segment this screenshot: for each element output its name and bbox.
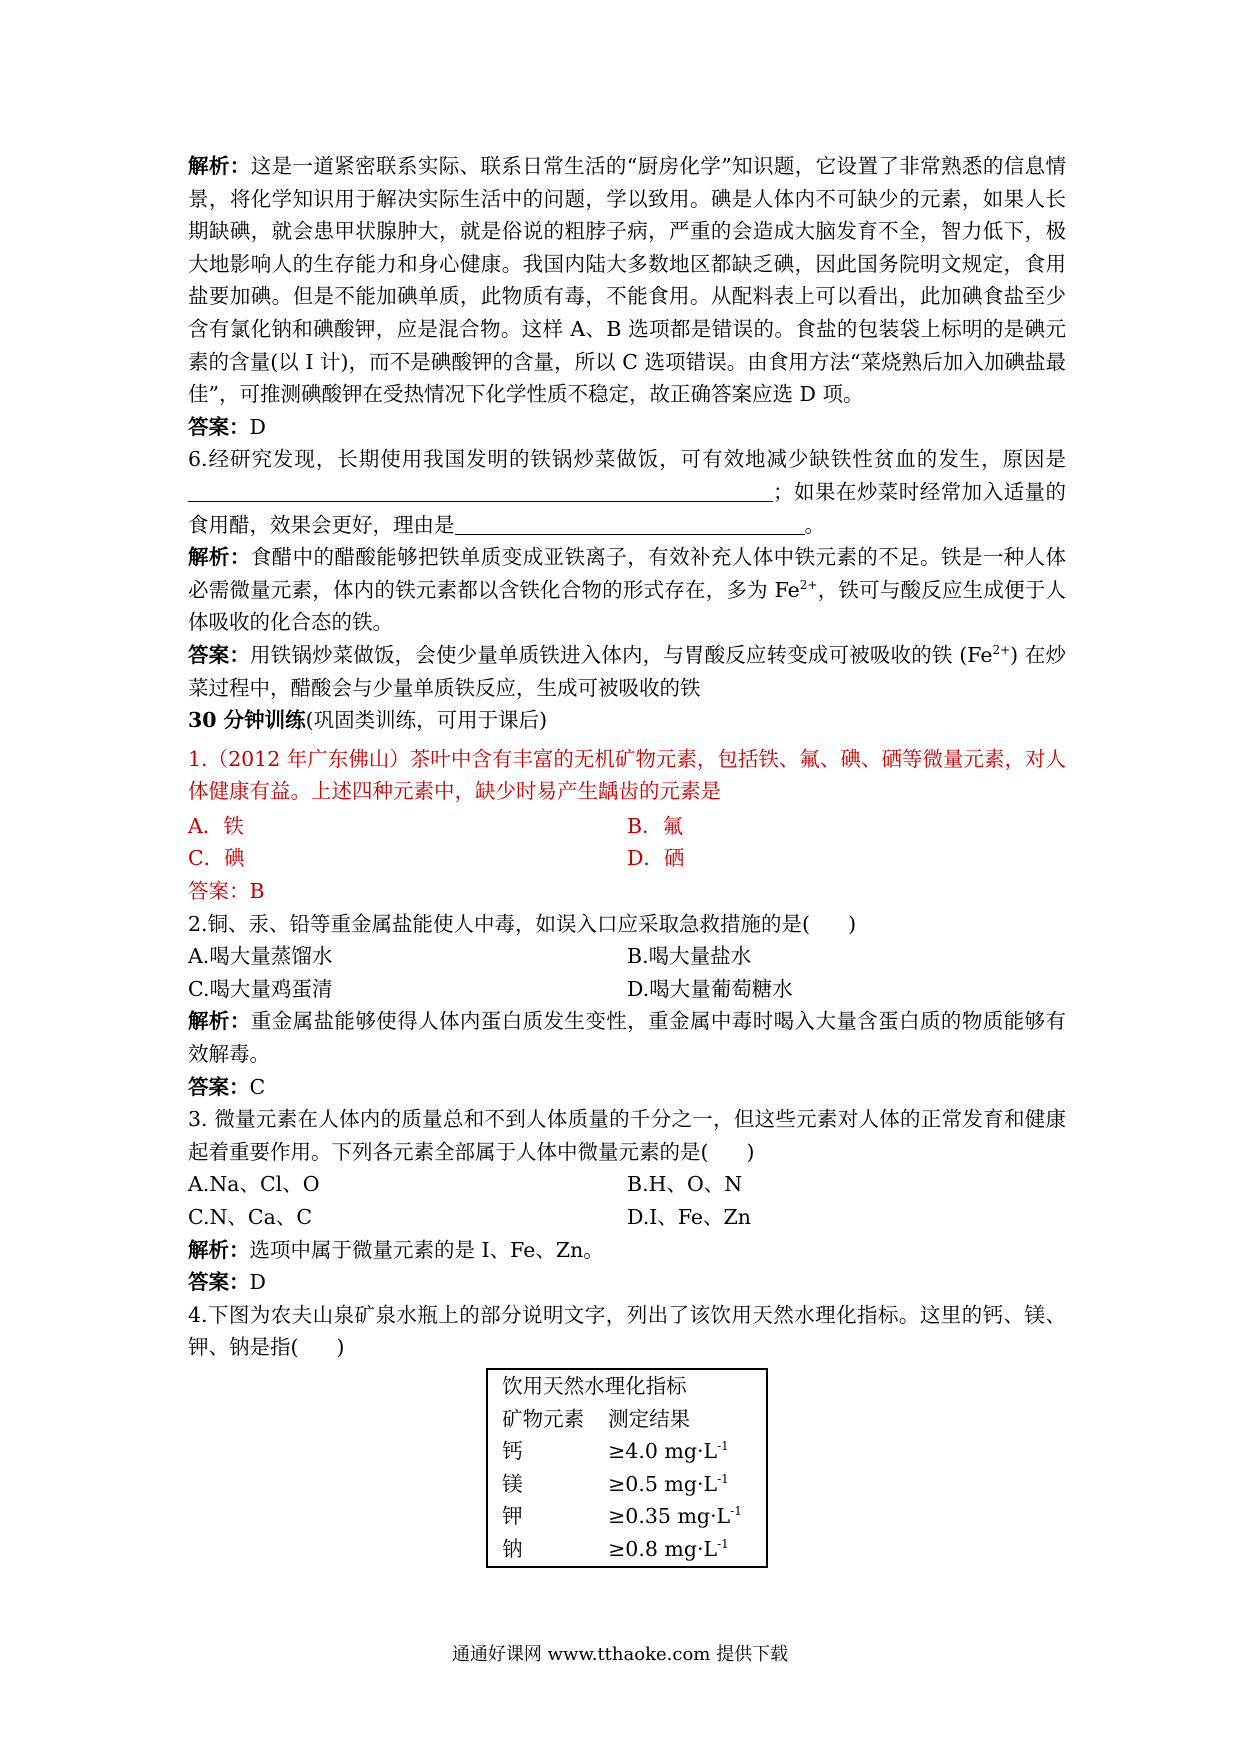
- question-1-options: [188, 810, 1066, 843]
- section-heading: 30 分钟训练(巩固类训练，可用于课后): [188, 708, 548, 733]
- analysis-6: 解析：食醋中的醋酸能够把铁单质变成亚铁离子，有效补充人体中铁元素的不足。铁是一种人体必需微量元素，体内的铁元素都以含铁化合物的形式存在，多为 $Fe^{2+}$，铁可与酸反应生成便于人体吸收的化合态的铁。: [188, 545, 1067, 635]
- answer-5: [188, 411, 1066, 444]
- answer-2: 答案：C: [188, 1074, 266, 1099]
- analysis-text: 这是一道紧密联系实际、联系日常生活的“厨房化学”知识题，它设置了非常熟悉的信息情景，将化学知识用于解决实际生活中的问题，学以致用。碘是人体内不可缺少的元素，如果人长期缺碘，就会患甲状腺肿大，就是俗说的粗脖子病，严重的会造成大脑发育不全，智力低下，极大地影响人的生存能力和身心健康。我国内陆大多数地区都缺乏碘，因此国务院明文规定，食用盐要加碘。但是不能加碘单质，此物质有毒，不能食用。从配料表上可以看出，此加碘食盐至少含有氯化钠和碘酸钾，应是混合物。这样 A、B 选项都是错误的。食盐的包装袋上标明的是碘元素的含量(以 I 计)，而不是碘酸钾的含量，所以 C 选项错误。由食用方法“菜烧熟后加入加碘盐最佳”，可推测碘酸钾在受热情况下化学性质不稳定，故正确答案应选 D 项。: [188, 154, 1066, 407]
- option-d[interactable]: D．硒: [627, 846, 685, 871]
- table-header-row: [487, 1403, 767, 1436]
- result-cell: ≥0.8 $mg\cdot L^{-1}$: [608, 1536, 729, 1561]
- option-a[interactable]: A.喝大量蒸馏水: [188, 944, 333, 969]
- option-c[interactable]: C.N、Ca、C: [188, 1205, 313, 1229]
- question-3-options: [188, 1168, 1066, 1201]
- answer-3: 答案：D: [188, 1270, 266, 1295]
- mineral-table-wrapper: [188, 1368, 1066, 1568]
- analysis-3: 解析：选项中属于微量元素的是 I、Fe、Zn。: [188, 1237, 604, 1262]
- table-row: [487, 1533, 767, 1567]
- analysis-5: [188, 150, 1066, 411]
- table-title: 饮用天然水理化指标: [502, 1373, 687, 1398]
- option-b[interactable]: B．氟: [627, 813, 684, 838]
- question-2-options: [188, 973, 1066, 1006]
- element-cell: 钙: [502, 1439, 523, 1464]
- option-a[interactable]: A．铁: [188, 813, 244, 838]
- analysis-label: 解析：: [188, 154, 251, 178]
- analysis-2: 解析：重金属盐能够使得人体内蛋白质发生变性，重金属中毒时喝入大量含蛋白质的物质能够有效解毒。: [188, 1009, 1067, 1067]
- question-2-options: [188, 940, 1066, 973]
- question-4: 4.下图为农夫山泉矿泉水瓶上的部分说明文字，列出了该饮用天然水理化指标。这里的钙、镁、钾、钠是指( ): [188, 1302, 1066, 1360]
- element-cell: 钠: [502, 1536, 523, 1561]
- result-cell: ≥0.35 $mg\cdot L^{-1}$: [608, 1504, 742, 1529]
- table-row: [487, 1435, 767, 1468]
- option-b[interactable]: B.H、O、N: [627, 1172, 743, 1197]
- answer-blank-2[interactable]: [455, 512, 805, 535]
- option-d[interactable]: D.喝大量葡萄糖水: [627, 976, 793, 1001]
- result-cell: ≥0.5 $mg\cdot L^{-1}$: [608, 1471, 729, 1496]
- answer-label: 答案：: [188, 414, 250, 439]
- table-row: [487, 1468, 767, 1501]
- page-footer: 通通好课网 www.tthaoke.com 提供下载: [451, 1644, 789, 1665]
- answer-value: D: [249, 414, 266, 439]
- answer-1: 答案：B: [188, 879, 265, 904]
- option-d[interactable]: D.I、Fe、Zn: [627, 1205, 752, 1229]
- document-body: [188, 150, 1066, 1568]
- question-1-options: [188, 842, 1066, 875]
- table-header-cell: 测定结果: [608, 1406, 691, 1431]
- question-2: 2.铜、汞、铅等重金属盐能使人中毒，如误入口应采取急救措施的是( ): [188, 911, 857, 936]
- option-c[interactable]: C．碘: [188, 846, 245, 871]
- question-1: 1.（2012 年广东佛山）茶叶中含有丰富的无机矿物元素，包括铁、氟、碘、硒等微量元素，对人体健康有益。上述四种元素中，缺少时易产生龋齿的元素是: [188, 746, 1066, 804]
- mineral-table: [486, 1368, 768, 1568]
- option-a[interactable]: A.Na、Cl、O: [188, 1172, 320, 1197]
- answer-blank-1[interactable]: [188, 479, 773, 502]
- result-cell: ≥4.0 $mg\cdot L^{-1}$: [608, 1439, 729, 1464]
- table-row: [487, 1500, 767, 1533]
- element-cell: 钾: [502, 1504, 523, 1529]
- question-3-options: [188, 1201, 1066, 1234]
- option-c[interactable]: C.喝大量鸡蛋清: [188, 976, 333, 1001]
- answer-6: 答案：用铁锅炒菜做饭，会使少量单质铁进入体内，与胃酸反应转变成可被吸收的铁 $(Fe^{2+})$ 在炒菜过程中，醋酸会与少量单质铁反应，生成可被吸收的铁: [188, 642, 1067, 700]
- option-b[interactable]: B.喝大量盐水: [627, 944, 752, 969]
- table-header-cell: 矿物元素: [502, 1406, 585, 1431]
- question-6: 6.经研究发现，长期使用我国发明的铁锅炒菜做饭，可有效地减少缺铁性贫血的发生，原因是；如果在炒菜时经常加入适量的食用醋，效果会更好，理由是 。: [188, 447, 1066, 537]
- element-cell: 镁: [502, 1471, 523, 1496]
- table-title-row: [487, 1369, 767, 1403]
- question-3: 3. 微量元素在人体内的质量总和不到人体质量的千分之一，但这些元素对人体的正常发育和健康起着重要作用。下列各元素全部属于人体中微量元素的是( ): [188, 1107, 1066, 1164]
